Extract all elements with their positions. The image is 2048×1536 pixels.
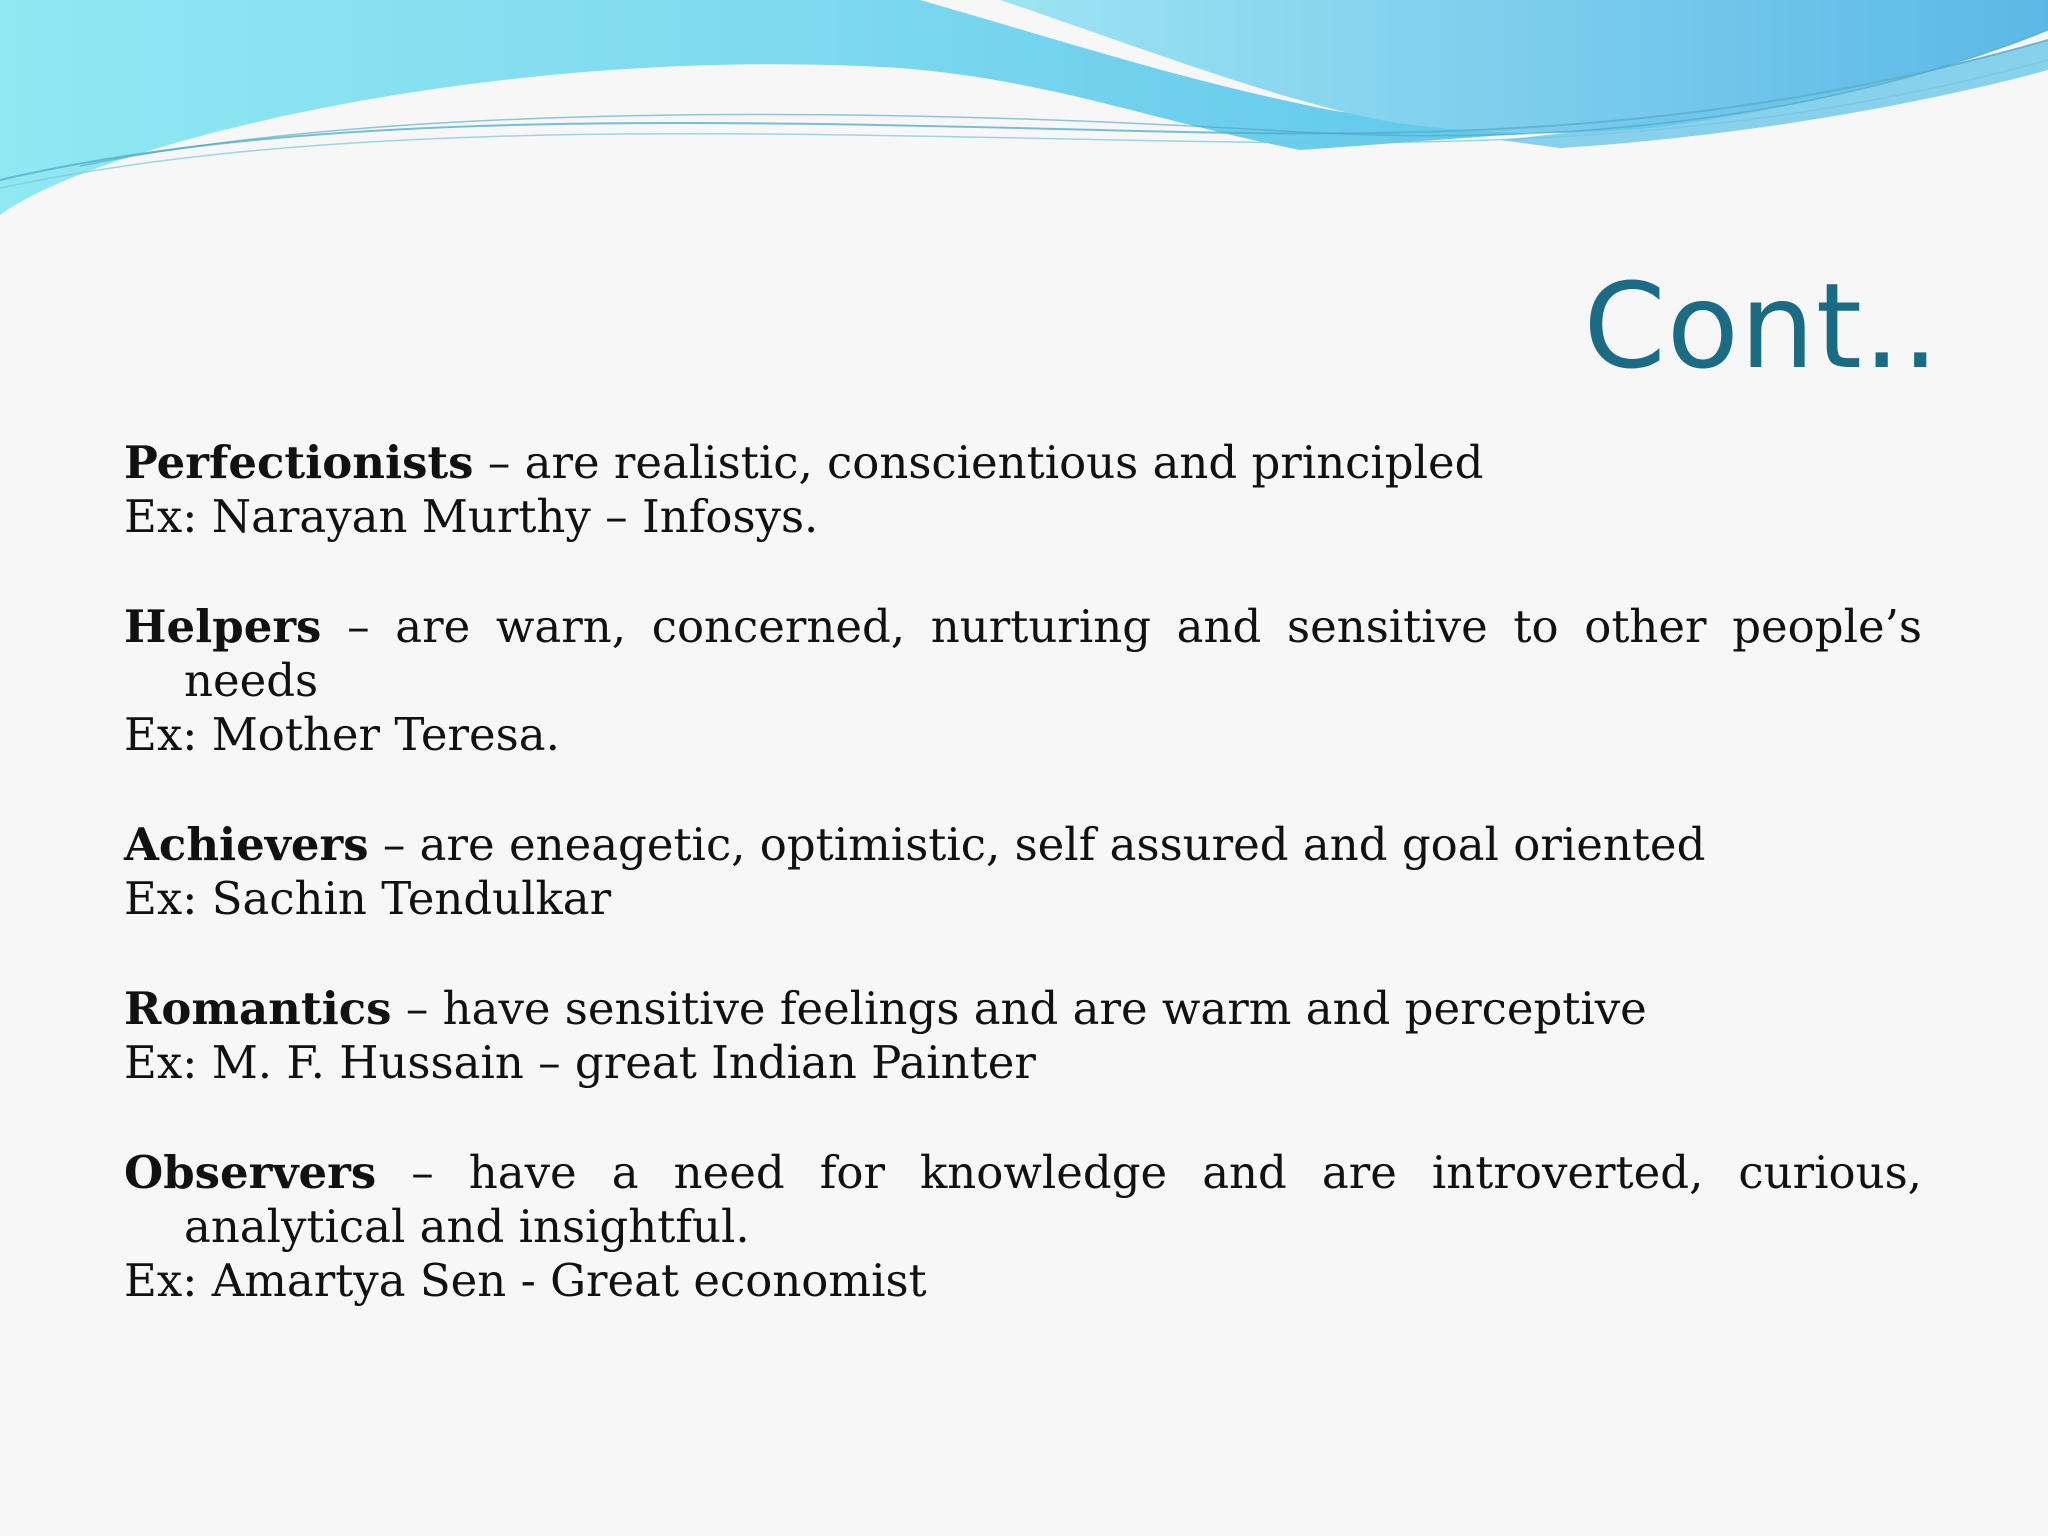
list-item <box>124 818 1922 926</box>
definition <box>124 982 1922 1036</box>
list-item <box>124 600 1922 762</box>
list-item <box>124 982 1922 1090</box>
header-wave-decoration <box>0 0 2048 240</box>
term: Romantics <box>124 982 392 1035</box>
content-body <box>124 436 1922 1364</box>
term: Achievers <box>124 818 369 871</box>
term: Perfectionists <box>124 436 474 489</box>
example: Ex: Mother Teresa. <box>124 708 560 761</box>
description: – are warn, concerned, nurturing and sensitive to other people’s needs <box>184 600 1922 707</box>
definition <box>124 1146 1922 1254</box>
example: Ex: Sachin Tendulkar <box>124 872 612 925</box>
description: – have sensitive feelings and are warm and perceptive <box>391 982 1647 1035</box>
list-item <box>124 1146 1922 1308</box>
example: Ex: Narayan Murthy – Infosys. <box>124 490 819 543</box>
definition <box>124 818 1922 872</box>
definition <box>124 436 1922 490</box>
term: Observers <box>124 1146 377 1199</box>
example: Ex: M. F. Hussain – great Indian Painter <box>124 1036 1036 1089</box>
description: – are realistic, conscientious and principled <box>473 436 1484 489</box>
term: Helpers <box>124 600 322 653</box>
definition <box>124 600 1922 708</box>
list-item <box>124 436 1922 544</box>
example: Ex: Amartya Sen - Great economist <box>124 1254 927 1307</box>
description: – have a need for knowledge and are introverted, curious, analytical and insightful. <box>184 1146 1922 1253</box>
slide-title: Cont.. <box>1583 257 1940 395</box>
description: – are eneagetic, optimistic, self assured and goal oriented <box>368 818 1706 871</box>
